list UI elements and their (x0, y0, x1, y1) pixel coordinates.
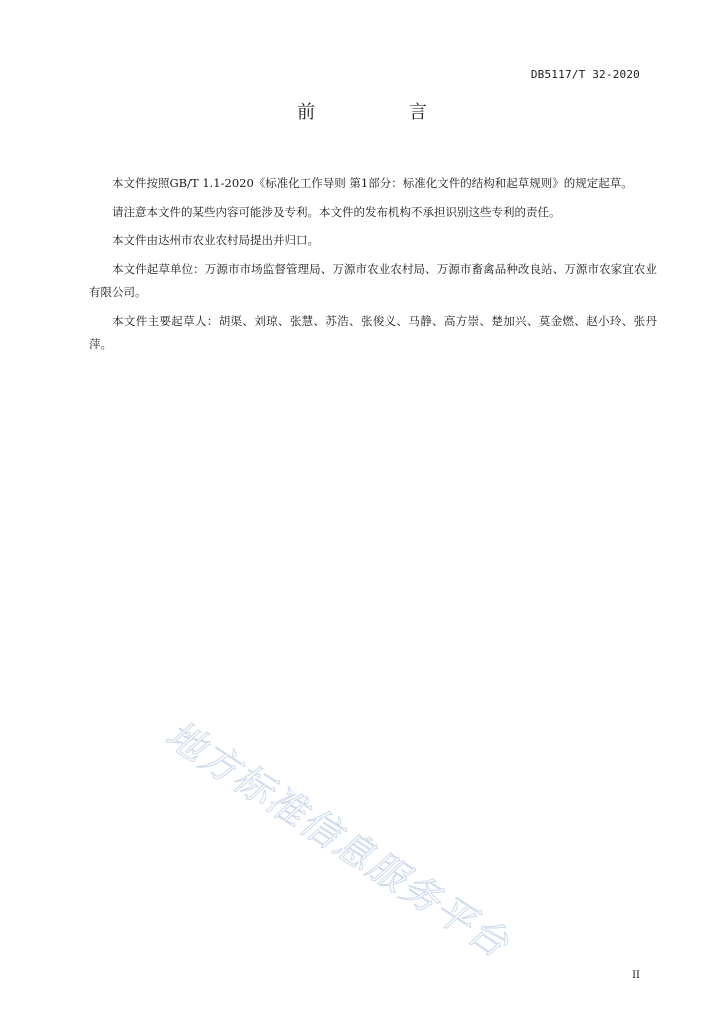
paragraph-standard-basis: 本文件按照GB/T 1.1-2020《标准化工作导则 第1部分：标准化文件的结构和起草规则》的规定起草。 (112, 176, 633, 190)
paragraph-proposer: 本文件由达州市农业农村局提出并归口。 (112, 233, 319, 247)
page-number: II (632, 970, 640, 981)
paragraph-drafting-units: 本文件起草单位：万源市市场监督管理局、万源市农业农村局、万源市畜禽品种改良站、万源市农家宜农业有限公司。 (89, 261, 657, 299)
document-body (89, 172, 657, 362)
page-title: 前 言 (297, 102, 471, 123)
watermark: 地方标准信息服务平台 (158, 711, 518, 967)
document-code: DB5117/T 32-2020 (530, 68, 640, 81)
paragraph-patent-notice: 请注意本文件的某些内容可能涉及专利。本文件的发布机构不承担识别这些专利的责任。 (112, 204, 561, 219)
paragraph-drafters: 本文件主要起草人：胡渠、刘琼、张慧、苏浩、张俊义、马静、高方崇、楚加兴、莫金燃、赵小玲、张丹萍。 (89, 313, 657, 351)
